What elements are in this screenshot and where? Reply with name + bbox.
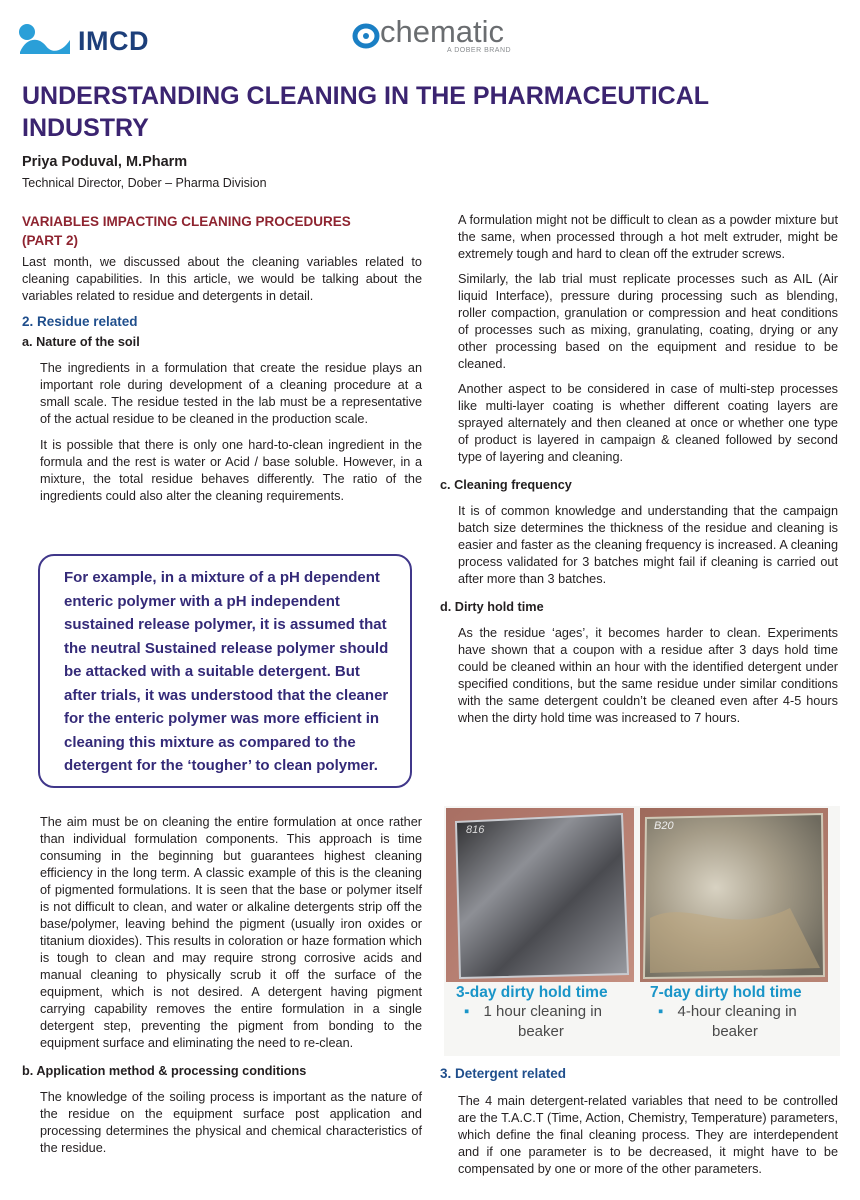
chematic-logo bbox=[352, 14, 532, 54]
subheading-nature-of-soil: a. Nature of the soil bbox=[22, 335, 140, 349]
caption-3-day-line1: ▪ 1 hour cleaning in bbox=[464, 1003, 602, 1020]
section-title: VARIABLES IMPACTING CLEANING PROCEDURES bbox=[22, 214, 351, 229]
paragraph-multi-step: Another aspect to be considered in case of multi-step processes like multi-layer coating is whether different coating layers are sprayed alternately and then cleaned at once or whether one type of product is layered in campaign & cleaned followed by second type of layering and cleaning. bbox=[458, 382, 838, 464]
subheading-cleaning-frequency: c. Cleaning frequency bbox=[440, 478, 572, 492]
chematic-logo-text: chematic bbox=[380, 14, 505, 49]
bullet-icon: ▪ bbox=[464, 1003, 470, 1020]
caption-3-day-title: 3-day dirty hold time bbox=[456, 984, 608, 1001]
chematic-swirl-icon bbox=[352, 20, 380, 54]
subheading-application-method: b. Application method & processing conditions bbox=[22, 1064, 307, 1078]
author-role: Technical Director, Dober – Pharma Division bbox=[22, 176, 267, 190]
caption-3-day bbox=[456, 984, 636, 1042]
coupon-mark-816: 816 bbox=[466, 824, 485, 836]
callout-box bbox=[38, 554, 412, 788]
paragraph-cleaning-frequency: It is of common knowledge and understanding that the campaign batch size determines the thickness of the residue and cleaning is easier and faster as the cleaning frequency is increased. A cleaning process validated for 3 batches might fail if cleaning is carried out after more than 3 batches. bbox=[458, 504, 838, 586]
paragraph-lab-trial: Similarly, the lab trial must replicate processes such as AIL (Air liquid Interface), pressure during processing such as blending, roller compaction, granulation or compression and heat conditions of processes such as mixing, granulating, coating, drying or any other processing based on the equipment and residue to be cleaned. bbox=[458, 272, 838, 371]
imcd-logo-icon bbox=[18, 20, 76, 60]
imcd-logo-text: IMCD bbox=[78, 26, 149, 56]
callout-text: For example, in a mixture of a pH dependent enteric polymer with a pH independent sustained release polymer, it is assumed that the neutral Sustained release polymer should be attacked with a suitable detergent. But after trials, it was understood that the cleaner for the enteric polymer was more efficient in cleaning this mixture as compared to the detergent for the ‘tougher’ to clean polymer. bbox=[64, 569, 389, 774]
right-column bbox=[440, 212, 838, 727]
photo-3-day-coupon bbox=[446, 808, 634, 982]
paragraph-hot-melt: A formulation might not be difficult to clean as a powder mixture but the same, when processed through a hot melt extruder, might be extremely tough and hard to clean off the extruder screws. bbox=[458, 213, 838, 261]
bullet-icon: ▪ bbox=[658, 1003, 664, 1020]
caption-3-day-line2: beaker bbox=[518, 1023, 564, 1040]
heading-residue-related: 2. Residue related bbox=[22, 314, 138, 329]
paragraph-nature-3: The aim must be on cleaning the entire formulation at once rather than individual formulation components. This approach is time consuming in the beginning but guarantees highest cleaning efficiency in the long term. A classic example of this is the cleaning of pigmented formulations. It is seen that the base or polymer itself is not difficult to clean, and water or alkaline detergents strip off the base/polymer, leaving behind the pigment (usually iron oxides or titanium dioxides). This results in coloration or haze formation which is tough to clean and may require strong corrosive acids and manual cleaning to physically scrub it off the surface of the equipment, which is not desired. A detergent having pigment carrying capability removes the entire formulation in a single detergent step, preventing the pigment from bonding to the equipment surface and eliminating the need to re-clean. bbox=[40, 815, 422, 1050]
page-title: UNDERSTANDING CLEANING IN THE PHARMACEUTICAL INDUSTRY bbox=[22, 82, 709, 142]
paragraph-application: The knowledge of the soiling process is important as the nature of the residue on the equipment surface post application and processing determines the physical and chemical characteristics of the residue. bbox=[40, 1090, 422, 1155]
heading-detergent-related: 3. Detergent related bbox=[440, 1066, 567, 1081]
detergent-section bbox=[440, 1066, 838, 1178]
section-title-part: (PART 2) bbox=[22, 233, 78, 248]
photo-7-day-coupon bbox=[640, 808, 828, 982]
caption-7-day-line2: beaker bbox=[712, 1023, 758, 1040]
caption-7-day-line1: ▪ 4-hour cleaning in bbox=[658, 1003, 797, 1020]
paragraph-nature-2: It is possible that there is only one hard-to-clean ingredient in the formula and the rest is water or Acid / base soluble. However, in a mixture, the total residue behaves differently. The ratio of the ingredients could also alter the cleaning requirements. bbox=[40, 438, 422, 503]
subheading-dirty-hold-time: d. Dirty hold time bbox=[440, 600, 544, 614]
paragraph-nature-1: The ingredients in a formulation that create the residue plays an important role during development of a cleaning procedure at a small scale. The residue tested in the lab must be a representative of the actual residue to be cleaned in the production scale. bbox=[40, 361, 422, 426]
coupon-mark-b20: B20 bbox=[654, 820, 674, 832]
caption-7-day bbox=[650, 984, 836, 1042]
photo-figure bbox=[444, 806, 840, 1056]
left-column-lower bbox=[22, 814, 422, 1157]
paragraph-detergent: The 4 main detergent-related variables that need to be controlled are the T.A.C.T (Time, Action, Chemistry, Temperature) parameters, which define the final cleaning process. They are interdependent and if one parameter is to be decreased, it might have to be compensated by one or more of the other parameters. bbox=[458, 1094, 838, 1176]
imcd-logo bbox=[18, 20, 168, 62]
author-name: Priya Poduval, M.Pharm bbox=[22, 154, 188, 170]
chematic-tagline: A DOBER BRAND bbox=[447, 47, 512, 54]
caption-7-day-title: 7-day dirty hold time bbox=[650, 984, 802, 1001]
intro-paragraph: Last month, we discussed about the cleaning variables related to cleaning capabilities. In this article, we would be talking about the variables related to residue and detergents in detail. bbox=[22, 255, 422, 303]
paragraph-dirty-hold-time: As the residue ‘ages’, it becomes harder to clean. Experiments have shown that a coupon with a residue after 3 days hold time could be cleaned within an hour with the identified detergent under specified conditions, but the same residue under similar conditions with the same detergent couldn’t be cleaned even after 4-5 hours when the dirty hold time was increased to 7 hours. bbox=[458, 626, 838, 725]
coupon-7-day-image bbox=[640, 808, 828, 982]
left-column bbox=[22, 212, 422, 505]
